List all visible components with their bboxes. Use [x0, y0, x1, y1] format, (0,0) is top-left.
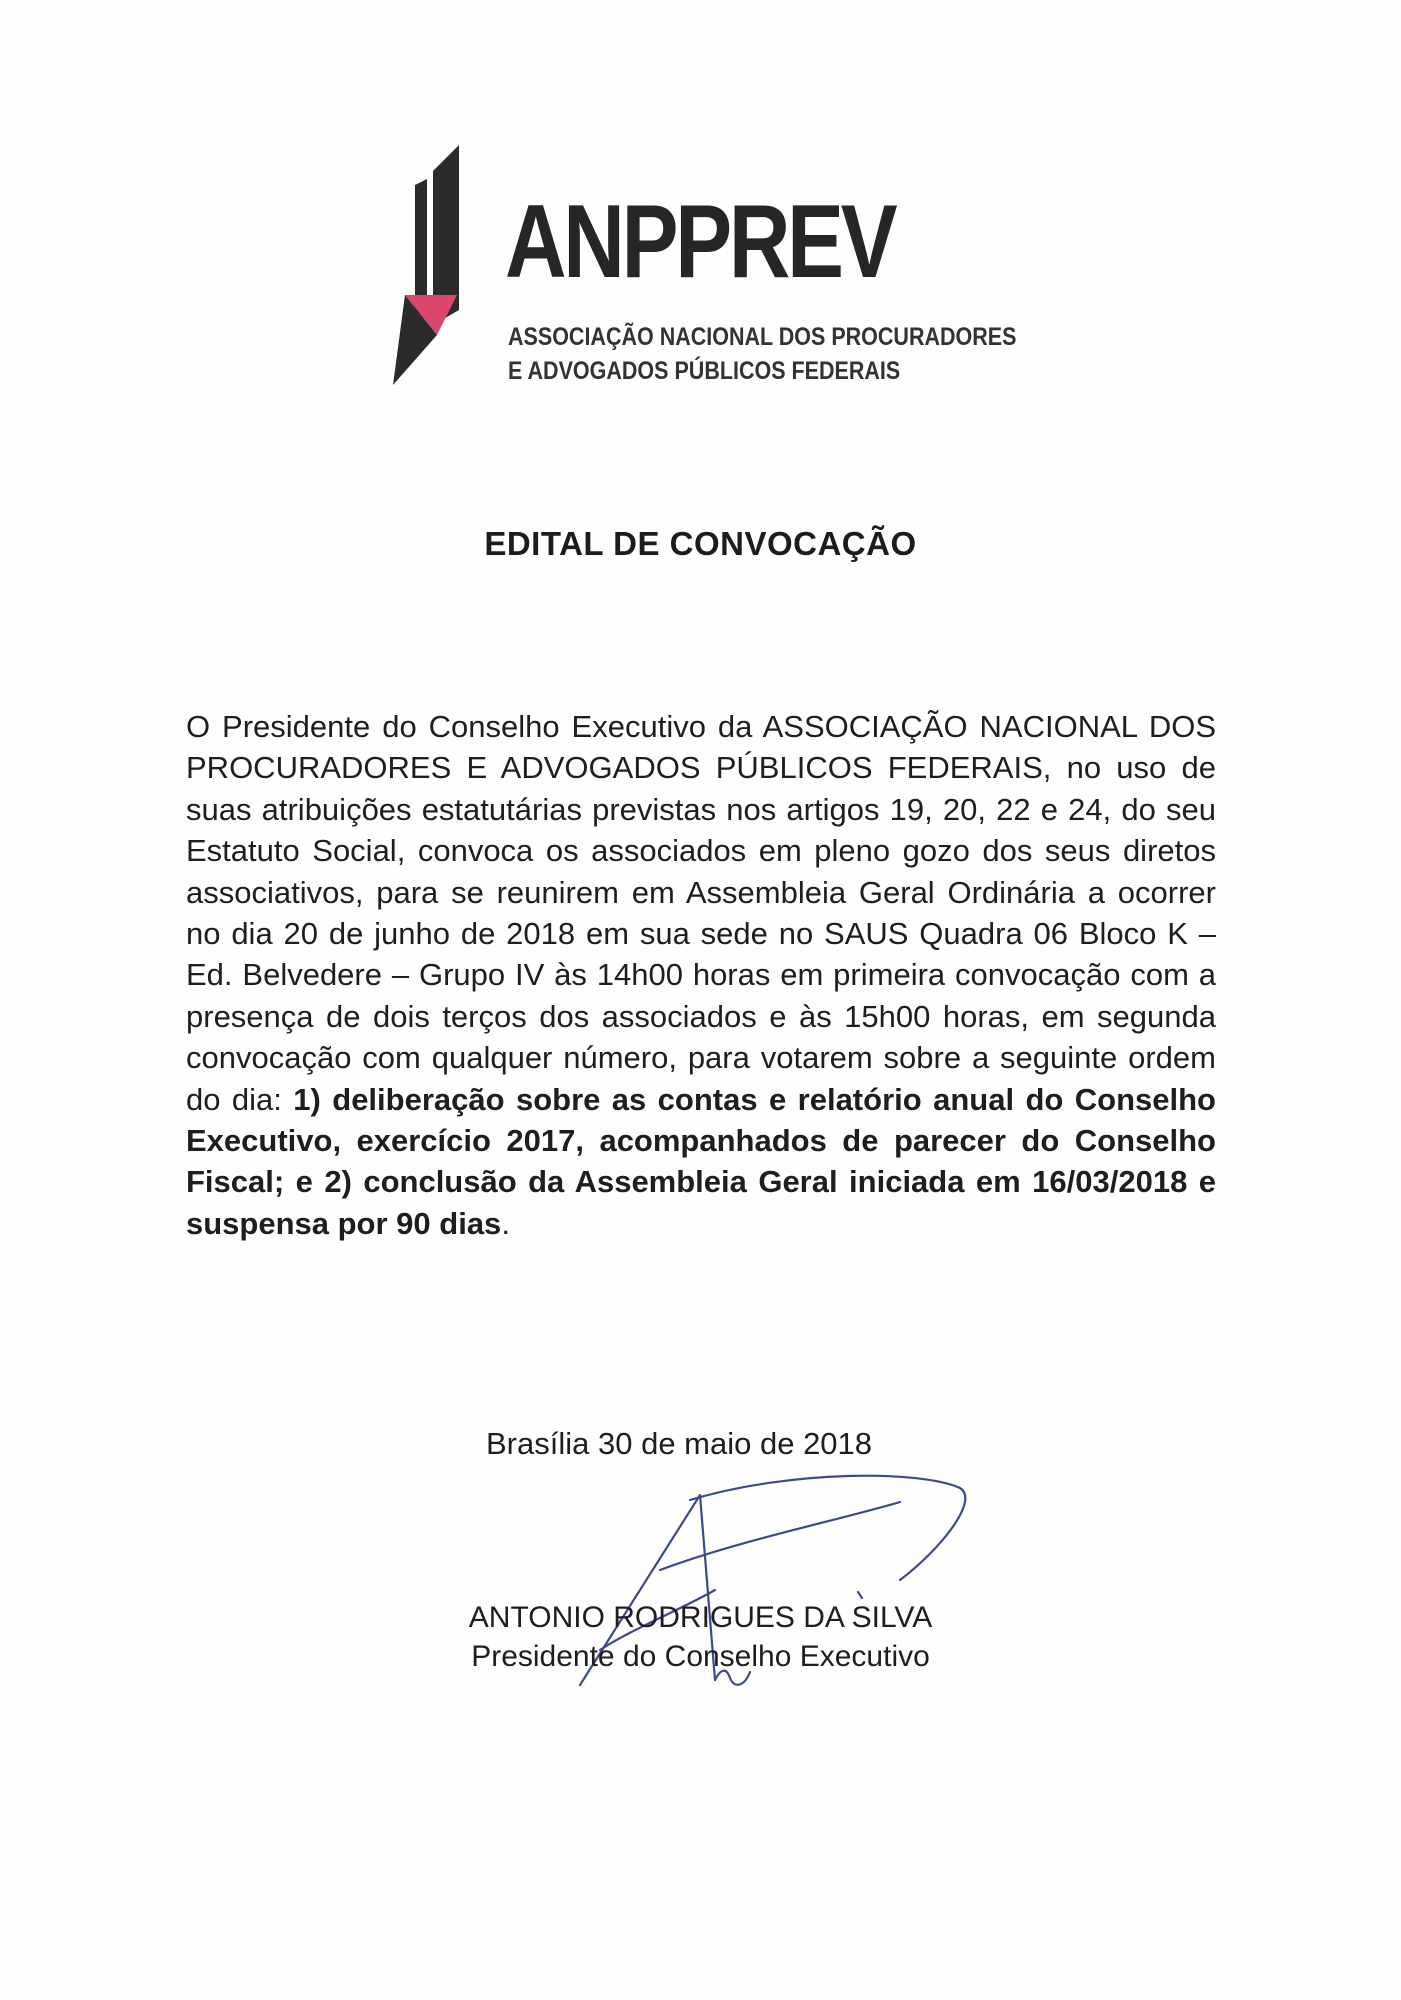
- document-body: [186, 706, 1216, 1244]
- body-end-text: .: [501, 1205, 510, 1241]
- logo-title: ANPPREV: [505, 184, 895, 300]
- signatory-role: Presidente do Conselho Executivo: [471, 1640, 930, 1673]
- anpprev-logo: [375, 145, 1035, 390]
- logo-subtitle-line2: E ADVOGADOS PÚBLICOS FEDERAIS: [508, 357, 901, 385]
- anpprev-logo-mark-icon: [375, 145, 485, 385]
- body-regular-text: O Presidente do Conselho Executivo da ASSOCIAÇÃO NACIONAL DOS PROCURADORES E ADVOGADOS PÚBLICOS FEDERAIS, no uso de suas atribuições estatutárias previstas nos artigos 19, 20, 22 e 24, do seu Estatuto Social, convoca os associados em pleno gozo dos seus diretos associativos, para se reunirem em Assembleia Geral Ordinária a ocorrer no dia 20 de junho de 2018 em sua sede no SAUS Quadra 06 Bloco K – Ed. Belvedere – Grupo IV às 14h00 horas em primeira convocação com a presença de dois terços dos associados e às 15h00 horas, em segunda convocação com qualquer número, para votarem sobre a seguinte ordem do dia:: [186, 709, 1216, 1117]
- document-date: Brasília 30 de maio de 2018: [486, 1426, 873, 1461]
- body-bold-text: 1) deliberação sobre as contas e relatório anual do Conselho Executivo, exercício 2017, acompanhados de parecer do Conselho Fiscal; e 2) conclusão da Assembleia Geral iniciada em 16/03/2018 e suspensa por 90 dias: [186, 1081, 1216, 1241]
- document-title: EDITAL DE CONVOCAÇÃO: [484, 525, 917, 562]
- logo-subtitle-line1: ASSOCIAÇÃO NACIONAL DOS PROCURADORES: [508, 323, 1017, 351]
- signatory-name: ANTONIO RODRIGUES DA SILVA: [468, 1601, 933, 1634]
